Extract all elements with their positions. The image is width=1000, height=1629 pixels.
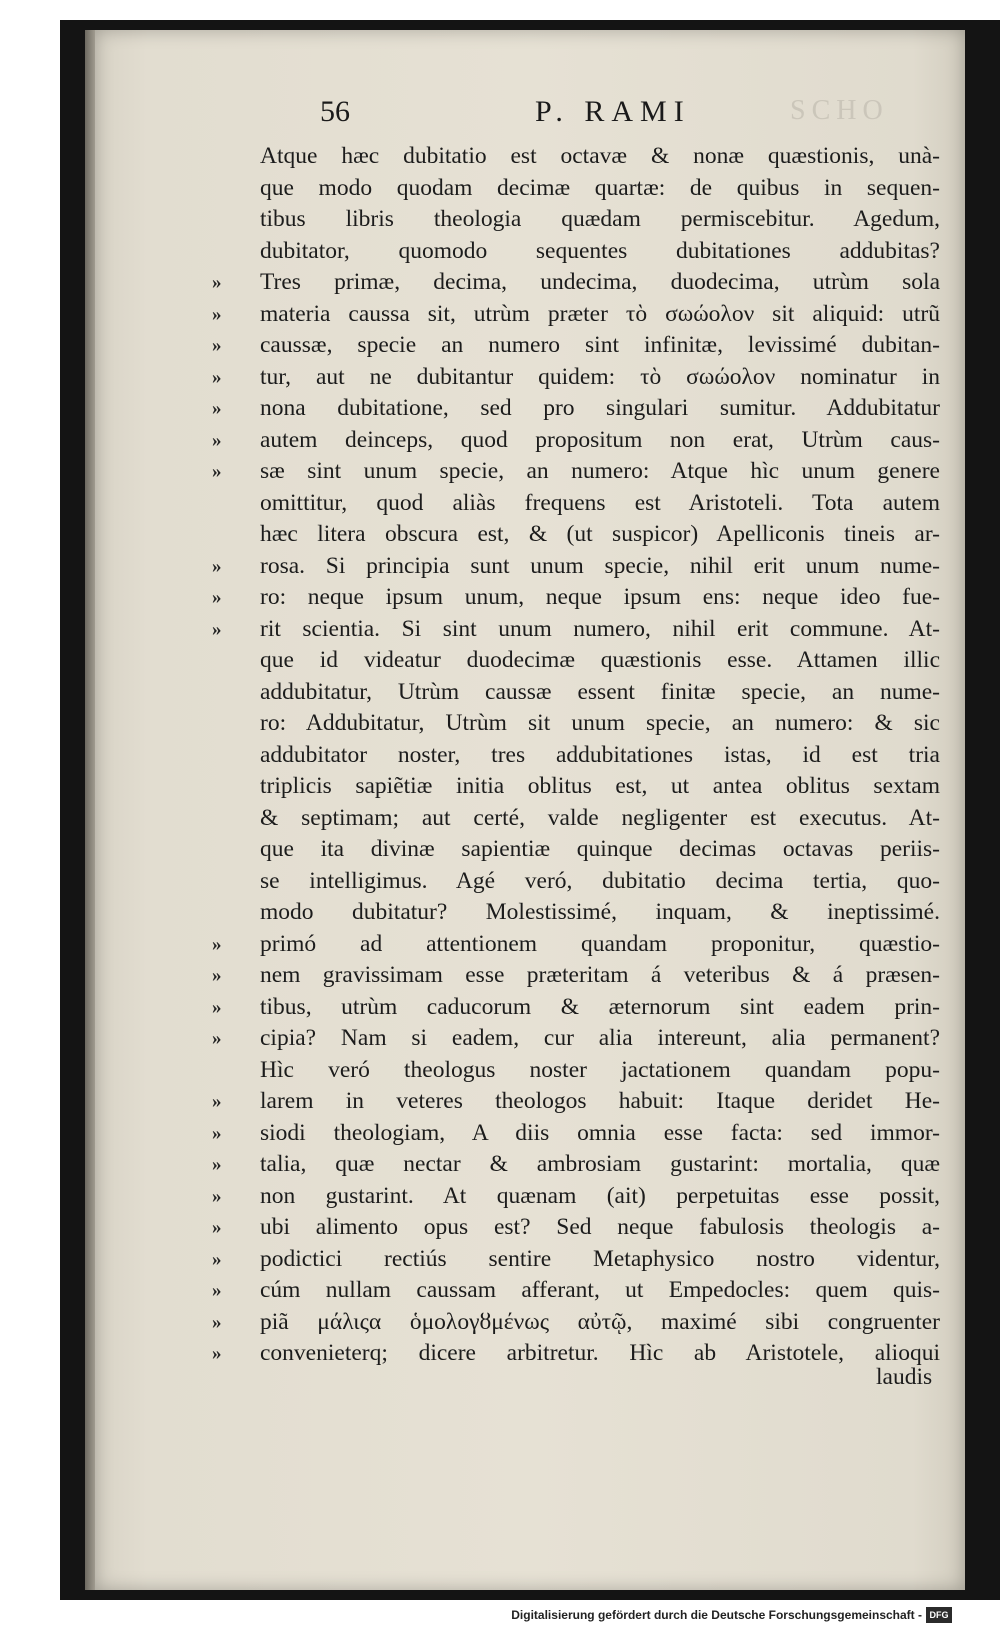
quotation-marker: »: [212, 303, 222, 325]
text-line: [212, 1307, 940, 1339]
text-line: [260, 708, 940, 740]
text-line: [260, 803, 940, 835]
line-text: primó ad attentionem quandam proponitur, quæstio-: [260, 930, 940, 957]
quotation-marker: »: [212, 1311, 222, 1333]
line-text: triplicis sapiẽtiæ initia oblitus est, ut antea oblitus sextam: [260, 773, 940, 799]
quotation-marker: »: [212, 398, 222, 419]
line-text: que ita divinæ sapientiæ quinque decimas octavas periis-: [260, 836, 940, 862]
text-line: [212, 1275, 940, 1307]
quotation-marker: »: [212, 555, 222, 577]
line-text: addubitatur, Utrùm caussæ essent finitæ specie, an nume-: [260, 678, 940, 705]
quotation-marker: »: [212, 366, 222, 388]
quotation-marker: »: [212, 1343, 222, 1364]
text-line: [212, 1212, 940, 1244]
line-text: hæc litera obscura est, & (ut suspicor) Apelliconis tineis ar-: [260, 521, 940, 547]
line-text: addubitator noster, tres addubitationes istas, id est tria: [260, 741, 940, 768]
text-line: [212, 1023, 940, 1055]
text-line: [260, 677, 940, 709]
quotation-marker: »: [212, 1185, 222, 1207]
line-text: ubi alimento opus est? Sed neque fabulosis theologis a-: [260, 1214, 940, 1240]
line-text: non gustarint. At quænam (ait) perpetuitas esse possit,: [260, 1182, 940, 1209]
text-line: [260, 771, 940, 803]
text-line: [260, 488, 940, 520]
quotation-marker: »: [212, 1154, 222, 1175]
quotation-marker: »: [212, 1122, 222, 1144]
line-text: ro: Addubitatur, Utrùm sit unum specie, an numero: & sic: [260, 710, 940, 736]
page-number: 56: [320, 95, 350, 128]
text-line: [260, 645, 940, 677]
line-text: tibus, utrùm caducorum & æternorum sint eadem prin-: [260, 993, 940, 1020]
text-line: [212, 551, 940, 583]
line-text: rit scientia. Si sint unum numero, nihil erit commune. At-: [260, 615, 940, 642]
line-text: podictici rectiús sentire Metaphysico nostro videntur,: [260, 1245, 940, 1272]
text-line: [260, 897, 940, 929]
quotation-marker: »: [212, 1217, 222, 1238]
quotation-marker: »: [212, 1091, 222, 1112]
text-line: [212, 1149, 940, 1181]
line-text: que modo quodam decimæ quartæ: de quibus in sequen-: [260, 174, 940, 201]
text-line: [260, 834, 940, 866]
quotation-marker: »: [212, 272, 222, 293]
line-text: Atque hæc dubitatio est octavæ & nonæ quæstionis, unà-: [260, 143, 940, 169]
text-line: [212, 1086, 940, 1118]
quotation-marker: »: [212, 1280, 222, 1301]
line-text: nem gravissimam esse præteritam á veteribus & á præsen-: [260, 962, 940, 988]
quotation-marker: »: [212, 335, 222, 356]
text-line: [212, 299, 940, 331]
line-text: Tres primæ, decima, undecima, duodecima, utrùm sola: [260, 269, 940, 295]
quotation-marker: »: [212, 1248, 222, 1270]
line-text: Hìc veró theologus noster jactationem quandam popu-: [260, 1056, 940, 1083]
text-line: [212, 1244, 940, 1276]
text-line: [260, 740, 940, 772]
text-line: [212, 393, 940, 425]
line-text: cipia? Nam si eadem, cur alia intereunt, alia permanent?: [260, 1025, 940, 1051]
line-text: talia, quæ nectar & ambrosiam gustarint: mortalia, quæ: [260, 1151, 940, 1177]
text-line: [212, 267, 940, 299]
line-text: autem deinceps, quod propositum non erat, Utrùm caus-: [260, 426, 940, 453]
text-line: [260, 866, 940, 898]
quotation-marker: »: [212, 461, 222, 482]
text-line: [260, 204, 940, 236]
quotation-marker: »: [212, 587, 222, 608]
footer-bar: [0, 1605, 1000, 1629]
quotation-marker: »: [212, 965, 222, 986]
text-line: [212, 1118, 940, 1150]
line-text: tibus libris theologia quædam permiscebitur. Agedum,: [260, 206, 940, 232]
text-line: [212, 330, 940, 362]
dfg-logo-icon: DFG: [926, 1607, 952, 1623]
funding-credit: Digitalisierung gefördert durch die Deutsche Forschungsgemeinschaft -: [511, 1608, 922, 1622]
line-text: materia caussa sit, utrùm præter τὸ σωώολον sit aliquid: utrũ: [260, 300, 940, 327]
line-text: que id videatur duodecimæ quæstionis esse. Attamen illic: [260, 647, 940, 673]
body-text: [212, 141, 940, 1370]
quotation-marker: »: [212, 996, 222, 1018]
text-line: [212, 992, 940, 1024]
line-text: tur, aut ne dubitantur quidem: τὸ σωώολον nominatur in: [260, 363, 940, 390]
line-text: caussæ, specie an numero sint infinitæ, levissimé dubitan-: [260, 332, 940, 358]
text-line: [212, 456, 940, 488]
quotation-marker: »: [212, 429, 222, 451]
line-text: siodi theologiam, A diis omnia esse facta: sed immor-: [260, 1119, 940, 1146]
running-head: P. RAMI: [535, 95, 691, 128]
text-line: [212, 929, 940, 961]
text-line: [260, 519, 940, 551]
quotation-marker: »: [212, 933, 222, 955]
line-text: piã μάλιςα ὁμολογȣμένως αὐτῷ, maximé sibi congruenter: [260, 1308, 940, 1335]
line-text: nona dubitatione, sed pro singulari sumitur. Addubitatur: [260, 395, 940, 421]
text-line: [212, 1338, 940, 1370]
text-line: [212, 425, 940, 457]
quotation-marker: »: [212, 1028, 222, 1049]
text-line: [212, 582, 940, 614]
catchword: laudis: [876, 1364, 933, 1390]
text-line: [260, 1055, 940, 1087]
text-line: [260, 141, 940, 173]
text-line: [212, 960, 940, 992]
line-text: omittitur, quod aliàs frequens est Aristoteli. Tota autem: [260, 489, 940, 516]
text-line: [260, 173, 940, 205]
line-text: dubitator, quomodo sequentes dubitationes addubitas?: [260, 237, 940, 264]
line-text: sæ sint unum specie, an numero: Atque hìc unum genere: [260, 458, 940, 484]
text-line: [212, 614, 940, 646]
line-text: modo dubitatur? Molestissimé, inquam, & ineptissimé.: [260, 899, 940, 925]
line-text: convenieterq; dicere arbitretur. Hìc ab Aristotele, alioqui: [260, 1340, 940, 1366]
line-text: ro: neque ipsum unum, neque ipsum ens: neque ideo fue-: [260, 584, 940, 610]
line-text: larem in veteres theologos habuit: Itaque deridet He-: [260, 1088, 940, 1114]
line-text: se intelligimus. Agé veró, dubitatio decima tertia, quo-: [260, 867, 940, 894]
line-text: cúm nullam caussam afferant, ut Empedocles: quem quis-: [260, 1277, 940, 1303]
bleed-through-text: SCHO: [790, 95, 889, 126]
line-text: rosa. Si principia sunt unum specie, nihil erit unum nume-: [260, 552, 940, 579]
text-line: [212, 1181, 940, 1213]
text-line: [212, 362, 940, 394]
page-header: [320, 95, 940, 135]
quotation-marker: »: [212, 618, 222, 640]
text-line: [260, 236, 940, 268]
line-text: & septimam; aut certé, valde negligenter est executus. At-: [260, 804, 940, 831]
